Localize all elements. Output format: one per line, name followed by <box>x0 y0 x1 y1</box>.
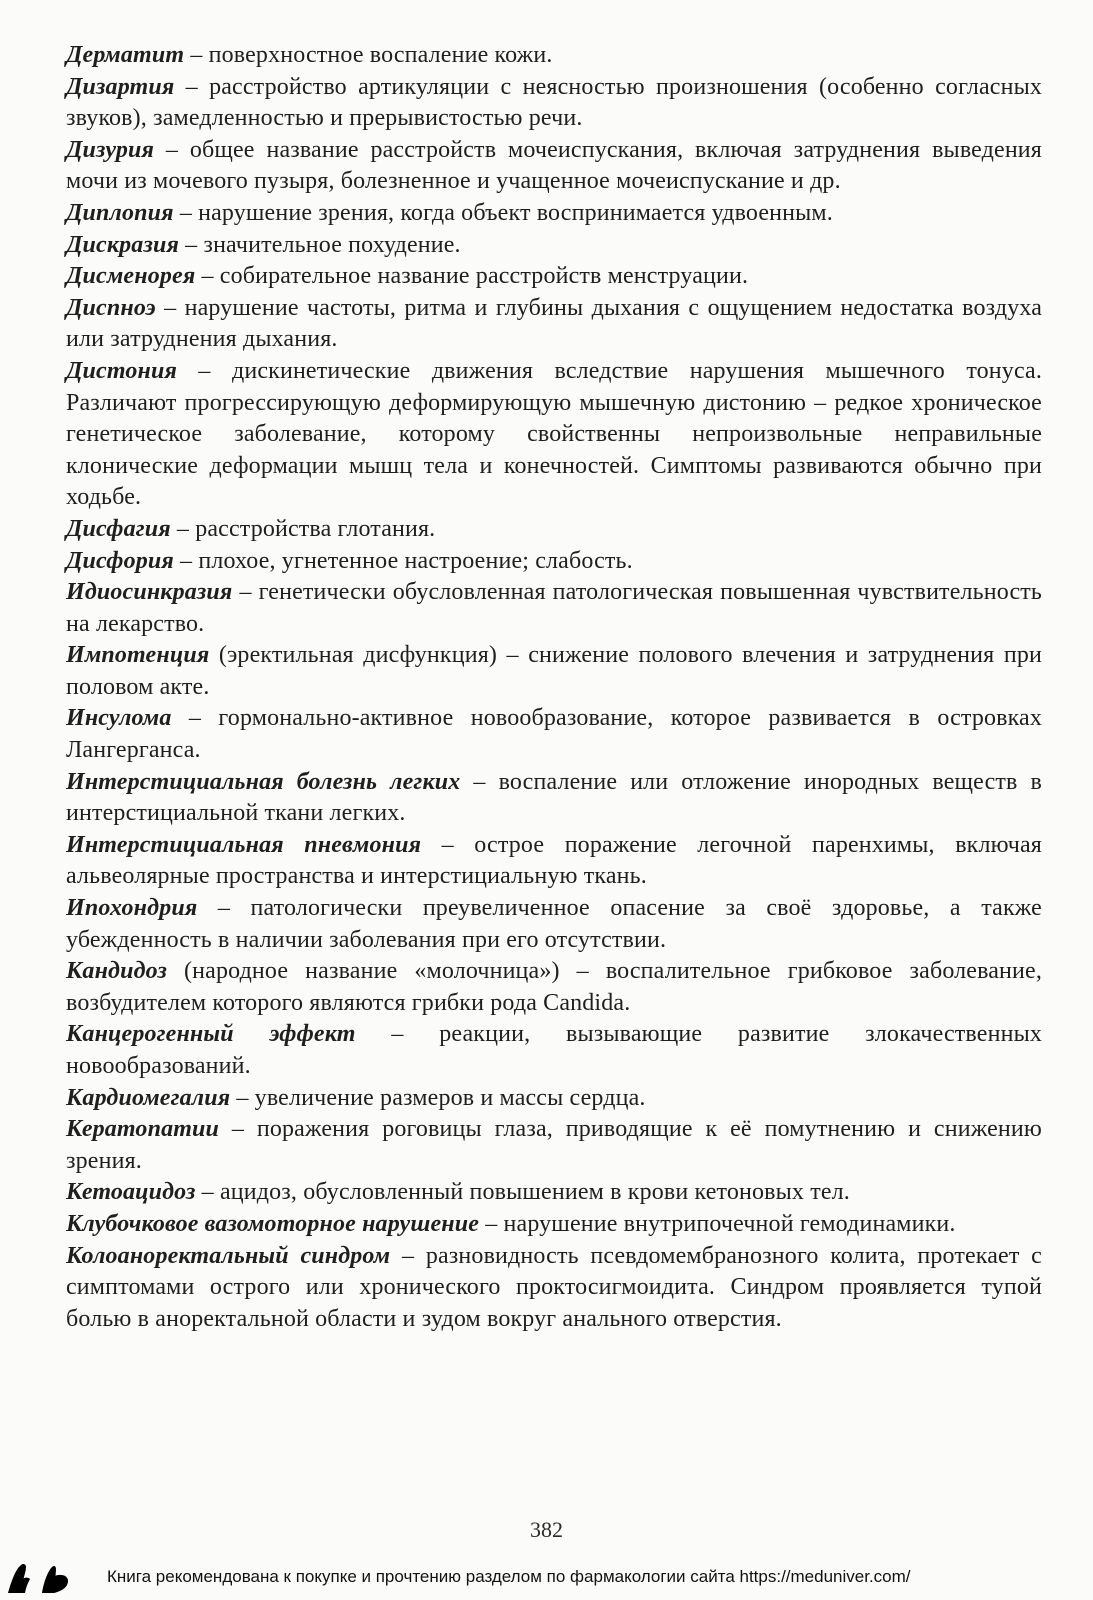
glossary-entry <box>66 230 1042 262</box>
footer-text: Книга рекомендована к покупке и прочтению разделом по фармакологии сайта https://meduniver.com/ <box>107 1567 911 1586</box>
entry-term: Дискразия <box>66 231 179 258</box>
entry-term: Диплопия <box>66 199 174 226</box>
entry-term: Колоаноректальный синдром <box>66 1242 391 1269</box>
glossary-entry <box>66 1241 1042 1336</box>
glossary-entry <box>66 293 1042 356</box>
entry-term: Дизурия <box>66 136 155 163</box>
entry-definition: – поражения роговицы глаза, приводящие к её помутнению и снижению зрения. <box>66 1116 1042 1174</box>
entry-definition: – нарушение внутрипочечной гемодинамики. <box>479 1210 956 1237</box>
glossary-text <box>66 40 1042 1335</box>
entry-term: Дизартия <box>66 73 175 100</box>
glossary-entry <box>66 514 1042 546</box>
glossary-entry <box>66 546 1042 578</box>
entry-term: Дисфагия <box>66 515 171 542</box>
glossary-entry <box>66 135 1042 198</box>
entry-term: Кератопатии <box>66 1116 220 1143</box>
entry-term: Интерстициальная болезнь легких <box>66 768 461 795</box>
glossary-entry <box>66 198 1042 230</box>
glossary-entry <box>66 703 1042 766</box>
entry-definition: – расстройство артикуляции с неясностью произношения (особенно согласных звуков), замедленностью и прерывистостью речи. <box>66 73 1042 132</box>
glossary-entry <box>66 767 1042 830</box>
entry-definition: (народное название «молочница») – воспалительное грибковое заболевание, возбудителем которого являются грибки рода Candida. <box>66 958 1042 1016</box>
entry-definition: – нарушение зрения, когда объект воспринимается удвоенным. <box>173 199 833 226</box>
entry-definition: – поверхностное воспаление кожи. <box>184 42 553 68</box>
entry-definition: – дискинетические движения вследствие нарушения мышечного тонуса. Различают прогрессирующую деформирующую мышечную дистонию – редкое хроническое генетическое заболевание, которому свойственны непроизвольные неправильные клонические деформации мышц тела и конечностей. Симптомы развиваются обычно при ходьбе. <box>66 357 1042 511</box>
glossary-entry <box>66 72 1042 135</box>
entry-term: Кетоацидоз <box>66 1179 196 1206</box>
entry-definition: – нарушение частоты, ритма и глубины дыхания с ощущением недостатка воздуха или затруднения дыхания. <box>66 294 1042 353</box>
entry-definition: – патологически преувеличенное опасение за своё здоровье, а также убежденность в наличии заболевания при его отсутствии. <box>66 895 1042 953</box>
medical-logo-icon <box>6 1559 74 1597</box>
entry-term: Кандидоз <box>66 958 168 985</box>
entry-definition: – гормонально-активное новообразование, которое развивается в островках Лангерганса. <box>66 705 1042 764</box>
entry-term: Клубочковое вазомоторное нарушение <box>66 1210 480 1237</box>
entry-definition: – расстройства глотания. <box>170 515 436 542</box>
glossary-entry <box>66 1019 1042 1082</box>
entry-definition: – воспаление или отложение инородных веществ в интерстициальной ткани легких. <box>66 768 1042 827</box>
entry-term: Импотенция <box>66 642 210 669</box>
entry-definition: – реакции, вызывающие развитие злокачественных новообразований. <box>66 1021 1042 1079</box>
footer <box>0 1555 1093 1600</box>
glossary-entry <box>66 1083 1042 1115</box>
glossary-entry <box>66 830 1042 893</box>
entry-term: Дисменорея <box>66 263 196 290</box>
entry-term: Дисфория <box>66 547 174 574</box>
glossary-entry <box>66 893 1042 956</box>
glossary-entry <box>66 956 1042 1019</box>
entry-term: Кардиомегалия <box>66 1084 231 1111</box>
entry-term: Инсулома <box>66 705 172 732</box>
entry-definition: – значительное похудение. <box>178 231 461 258</box>
entry-definition: – собирательное название расстройств менструации. <box>195 263 749 290</box>
entry-definition: – плохое, угнетенное настроение; слабость. <box>173 547 633 574</box>
glossary-entry <box>66 577 1042 640</box>
glossary-entry <box>66 261 1042 293</box>
entry-definition: (эректильная дисфункция) – снижение полового влечения и затруднения при половом акте. <box>66 642 1042 700</box>
entry-definition: – общее название расстройств мочеиспускания, включая затруднения выведения мочи из мочевого пузыря, болезненное и учащенное мочеиспускание и др. <box>66 136 1042 195</box>
entry-definition: – разновидность псевдомембранозного колита, протекает с симптомами острого или хронического проктосигмоидита. Синдром проявляется тупой болью в аноректальной области и зудом вокруг анального отверстия. <box>66 1242 1042 1332</box>
glossary-entry <box>66 356 1042 514</box>
entry-term: Дерматит <box>66 42 185 68</box>
entry-term: Идиосинкразия <box>66 579 233 606</box>
entry-term: Канцерогенный эффект <box>66 1021 356 1048</box>
page-number: 382 <box>530 1517 563 1542</box>
entry-term: Ипохондрия <box>66 895 198 922</box>
entry-definition: – острое поражение легочной паренхимы, включая альвеолярные пространства и интерстициальную ткань. <box>66 831 1042 890</box>
entry-term: Дистония <box>66 357 177 384</box>
glossary-entry <box>66 1177 1042 1209</box>
glossary-entry <box>66 40 1042 72</box>
entry-definition: – генетически обусловленная патологическая повышенная чувствительность на лекарство. <box>66 579 1042 637</box>
entry-definition: – ацидоз, обусловленный повышением в крови кетоновых тел. <box>195 1179 850 1206</box>
entry-term: Интерстициальная пневмония <box>66 831 422 858</box>
glossary-entry <box>66 640 1042 703</box>
entry-definition: – увеличение размеров и массы сердца. <box>230 1084 646 1111</box>
glossary-entry <box>66 1209 1042 1241</box>
entry-term: Диспноэ <box>66 294 156 321</box>
glossary-entry <box>66 1114 1042 1177</box>
